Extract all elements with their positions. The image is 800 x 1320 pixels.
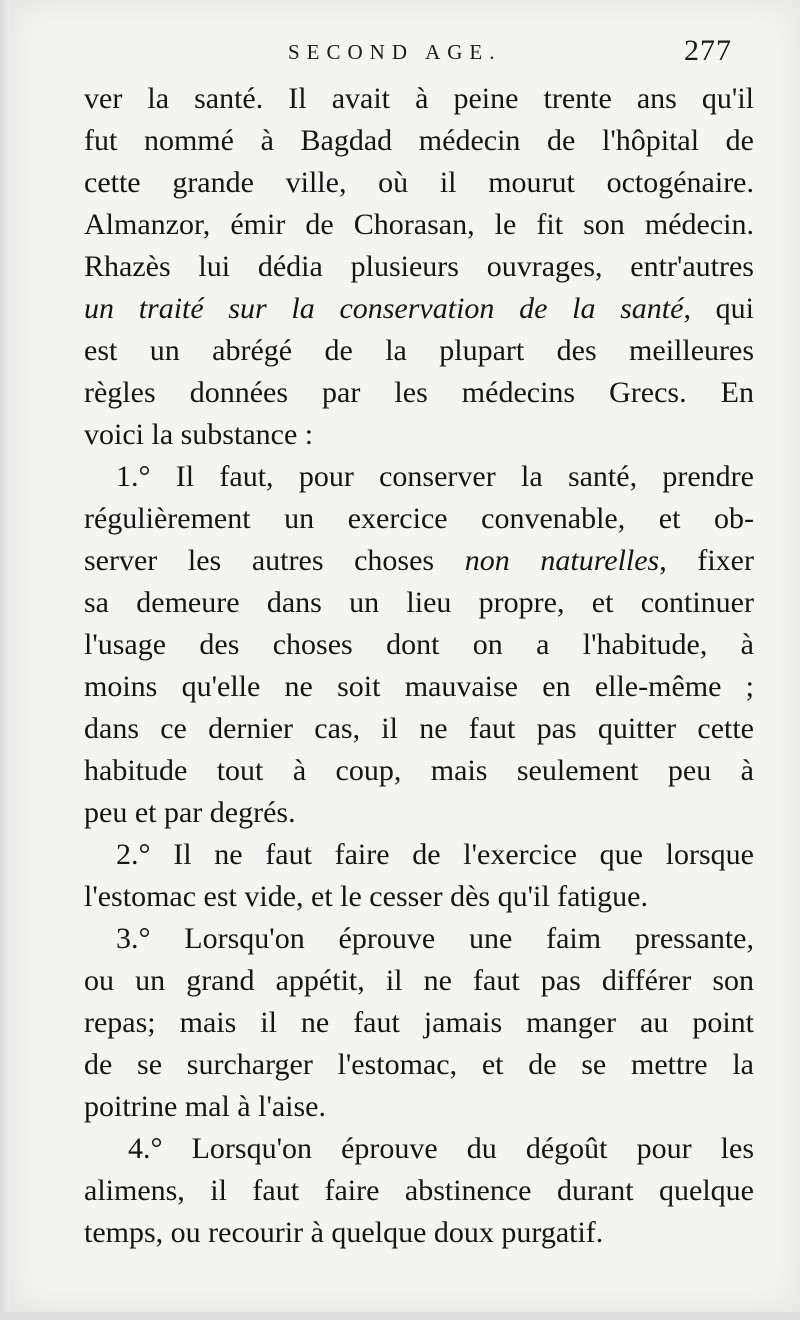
text-line: peu et par degrés. — [84, 796, 296, 829]
text-line: habitude tout à coup, mais seulement peu à — [84, 754, 754, 787]
page-left-edge — [0, 0, 10, 1320]
text-line: sa demeure dans un lieu propre, et continuer — [84, 586, 754, 619]
page-number: 277 — [684, 34, 732, 67]
text-line: règles données par les médecins Grecs. En — [84, 376, 754, 409]
page-bottom-edge — [0, 1312, 800, 1320]
page-header — [0, 30, 800, 70]
text-line: Almanzor, émir de Chorasan, le fit son médecin. — [84, 208, 754, 241]
text-line: alimens, il faut faire abstinence durant quelque — [84, 1174, 754, 1207]
rule-2-start: 2.° Il ne faut faire de l'exercice que lorsque — [116, 838, 754, 871]
italic-phrase: non naturelles — [464, 544, 660, 577]
text-line-italic-phrase: server les autres choses non naturelles, fixer — [84, 544, 754, 577]
rule-1-start: 1.° Il faut, pour conserver la santé, prendre — [116, 460, 754, 493]
body-text — [84, 78, 754, 1254]
text-line: ver la santé. Il avait à peine trente ans qu'il — [84, 82, 754, 115]
italic-title: un traité sur la conservation de la santé — [84, 292, 684, 325]
text-line: l'usage des choses dont on a l'habitude, à — [84, 628, 754, 661]
text-line: est un abrégé de la plupart des meilleures — [84, 334, 754, 367]
rule-3-start: 3.° Lorsqu'on éprouve une faim pressante, — [116, 922, 754, 955]
text-line: repas; mais il ne faut jamais manger au point — [84, 1006, 754, 1039]
text-line: de se surcharger l'estomac, et de se mettre la — [84, 1048, 754, 1081]
text-line: voici la substance : — [84, 418, 314, 451]
text-line: Rhazès lui dédia plusieurs ouvrages, entr'autres — [84, 250, 754, 283]
text-line: fut nommé à Bagdad médecin de l'hôpital de — [84, 124, 754, 157]
text-line: temps, ou recourir à quelque doux purgatif. — [84, 1216, 604, 1249]
text-line: l'estomac est vide, et le cesser dès qu'il fatigue. — [84, 880, 648, 913]
running-head: SECOND AGE. — [288, 40, 502, 64]
rule-4-start: 4.° Lorsqu'on éprouve du dégoût pour les — [128, 1132, 754, 1165]
text-line: ou un grand appétit, il ne faut pas différer son — [84, 964, 754, 997]
text-line: dans ce dernier cas, il ne faut pas quitter cette — [84, 712, 754, 745]
text-line-italic-title: un traité sur la conservation de la santé, qui — [84, 292, 754, 325]
text-line: poitrine mal à l'aise. — [84, 1090, 326, 1123]
text-line: moins qu'elle ne soit mauvaise en elle-même ; — [84, 670, 754, 703]
text-line: régulièrement un exercice convenable, et ob- — [84, 502, 754, 535]
text-line: cette grande ville, où il mourut octogénaire. — [84, 166, 754, 199]
